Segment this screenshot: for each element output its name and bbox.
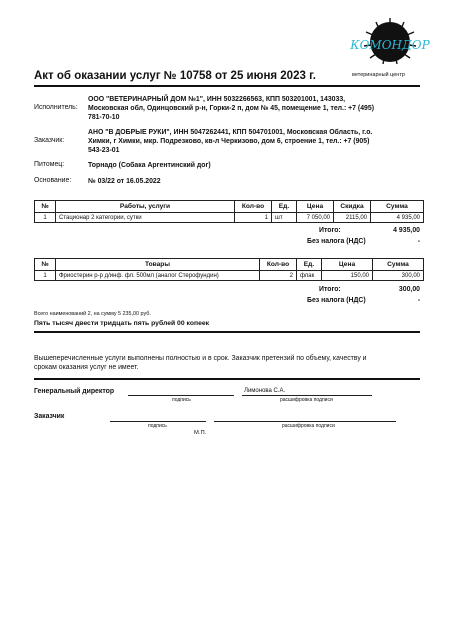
col-qty: Кол-во — [260, 259, 297, 271]
col-number: № — [35, 201, 56, 213]
stamp-label: М.П. — [194, 430, 207, 436]
goods-header-row — [35, 259, 424, 271]
director-name: Лимонова С.А. — [244, 388, 286, 394]
cell-discount: 2115,00 — [334, 213, 371, 223]
cell-price: 7 050,00 — [297, 213, 334, 223]
services-total-label: Итого: — [319, 227, 341, 234]
col-price: Цена — [297, 201, 334, 213]
col-services: Работы, услуги — [56, 201, 235, 213]
col-discount: Скидка — [334, 201, 371, 213]
customer-decoding-caption: расшифровка подписи — [282, 423, 335, 429]
customer-sign-label: Заказчик — [34, 413, 65, 420]
services-table — [34, 200, 424, 223]
customer-decoding-line — [214, 421, 396, 422]
col-sum: Сумма — [373, 259, 424, 271]
goods-total-value: 300,00 — [398, 286, 420, 293]
executor-row — [34, 95, 424, 122]
director-signature-line — [128, 395, 234, 396]
title-divider — [34, 85, 420, 87]
director-decoding-caption: расшифровка подписи — [280, 397, 333, 403]
cell-price: 150,00 — [322, 271, 373, 281]
cell-qty: 1 — [235, 213, 272, 223]
col-number: № — [35, 259, 56, 271]
customer-signature-caption: подпись — [148, 423, 167, 429]
cell-number: 1 — [35, 213, 56, 223]
col-sum: Сумма — [371, 201, 424, 213]
customer-value — [88, 128, 372, 155]
col-qty: Кол-во — [235, 201, 272, 213]
customer-signature-line — [110, 421, 206, 422]
director-signature-caption: подпись — [172, 397, 191, 403]
goods-table — [34, 258, 424, 281]
cell-goods-name: Фриостерин р-р д/инф. фл. 500мл (аналог Стерофундин) — [56, 271, 260, 281]
pet-label: Питомец: — [34, 161, 65, 168]
logo-wordmark: КОМОНДОР — [350, 38, 430, 52]
logo-subtitle: ветеринарный центр — [352, 72, 405, 78]
completion-note-line-1: Вышеперечисленные услуги выполнены полностью и в срок. Заказчик претензий по объему, качеству и — [34, 355, 367, 362]
table-row — [35, 271, 424, 281]
col-unit: Ед. — [272, 201, 297, 213]
col-price: Цена — [322, 259, 373, 271]
cell-qty: 2 — [260, 271, 297, 281]
basis-label: Основание: — [34, 177, 72, 184]
customer-line-2: Химки, г Химки, мкр. Подрезково, кв-л Черкизово, дом 6, строение 1, тел.: +7 (905) — [88, 138, 370, 145]
director-decoding-line — [242, 395, 372, 396]
cell-service-name: Стационар 2 категории, сутки — [56, 213, 235, 223]
document-title: Акт об оказании услуг № 10758 от 25 июня 2023 г. — [34, 70, 316, 82]
executor-line-3: 781-70-10 — [88, 114, 120, 121]
goods-vat-label: Без налога (НДС) — [307, 297, 366, 304]
customer-label: Заказчик: — [34, 137, 65, 144]
items-count-line: Всего наименований 2, на сумму 5 235,00 руб. — [34, 311, 151, 317]
services-header-row — [35, 201, 424, 213]
cell-number: 1 — [35, 271, 56, 281]
amount-in-words: Пять тысяч двести тридцать пять рублей 00 копеек — [34, 320, 210, 327]
customer-line-3: 543-23-01 — [88, 147, 120, 154]
col-unit: Ед. — [297, 259, 322, 271]
executor-line-2: Московская обл, Одинцовский р-н, Горки-2 п, дом № 45, помещение 1, тел.: +7 (495) — [88, 105, 375, 112]
customer-row — [34, 128, 424, 155]
goods-total-label: Итого: — [319, 286, 341, 293]
executor-line-1: ООО "ВЕТЕРИНАРНЫЙ ДОМ №1", ИНН 5032266563, КПП 503201001, 143033, — [88, 96, 346, 103]
cell-sum: 4 935,00 — [371, 213, 424, 223]
cell-sum: 300,00 — [373, 271, 424, 281]
pet-value: Торнадо (Собака Аргентинский дог) — [88, 162, 211, 169]
summary-divider — [34, 331, 420, 333]
goods-vat-value: - — [417, 297, 420, 304]
executor-label: Исполнитель: — [34, 104, 78, 111]
services-vat-value: - — [417, 238, 420, 245]
director-label: Генеральный директор — [34, 388, 115, 395]
table-row — [35, 213, 424, 223]
services-total-value: 4 935,00 — [393, 227, 420, 234]
basis-value: № 03/22 от 16.05.2022 — [88, 178, 161, 185]
completion-note-line-2: срокам оказания услуг не имеет. — [34, 364, 139, 371]
cell-unit: флак — [297, 271, 322, 281]
pet-row — [34, 161, 424, 170]
executor-value — [88, 95, 374, 122]
komondor-logo — [348, 16, 432, 76]
customer-line-1: АНО "В ДОБРЫЕ РУКИ", ИНН 5047262441, КПП 504701001, Московская Область, г.о. — [88, 129, 373, 136]
note-divider — [34, 378, 420, 380]
cell-unit: шт — [272, 213, 297, 223]
col-goods: Товары — [56, 259, 260, 271]
services-vat-label: Без налога (НДС) — [307, 238, 366, 245]
basis-row — [34, 177, 424, 186]
